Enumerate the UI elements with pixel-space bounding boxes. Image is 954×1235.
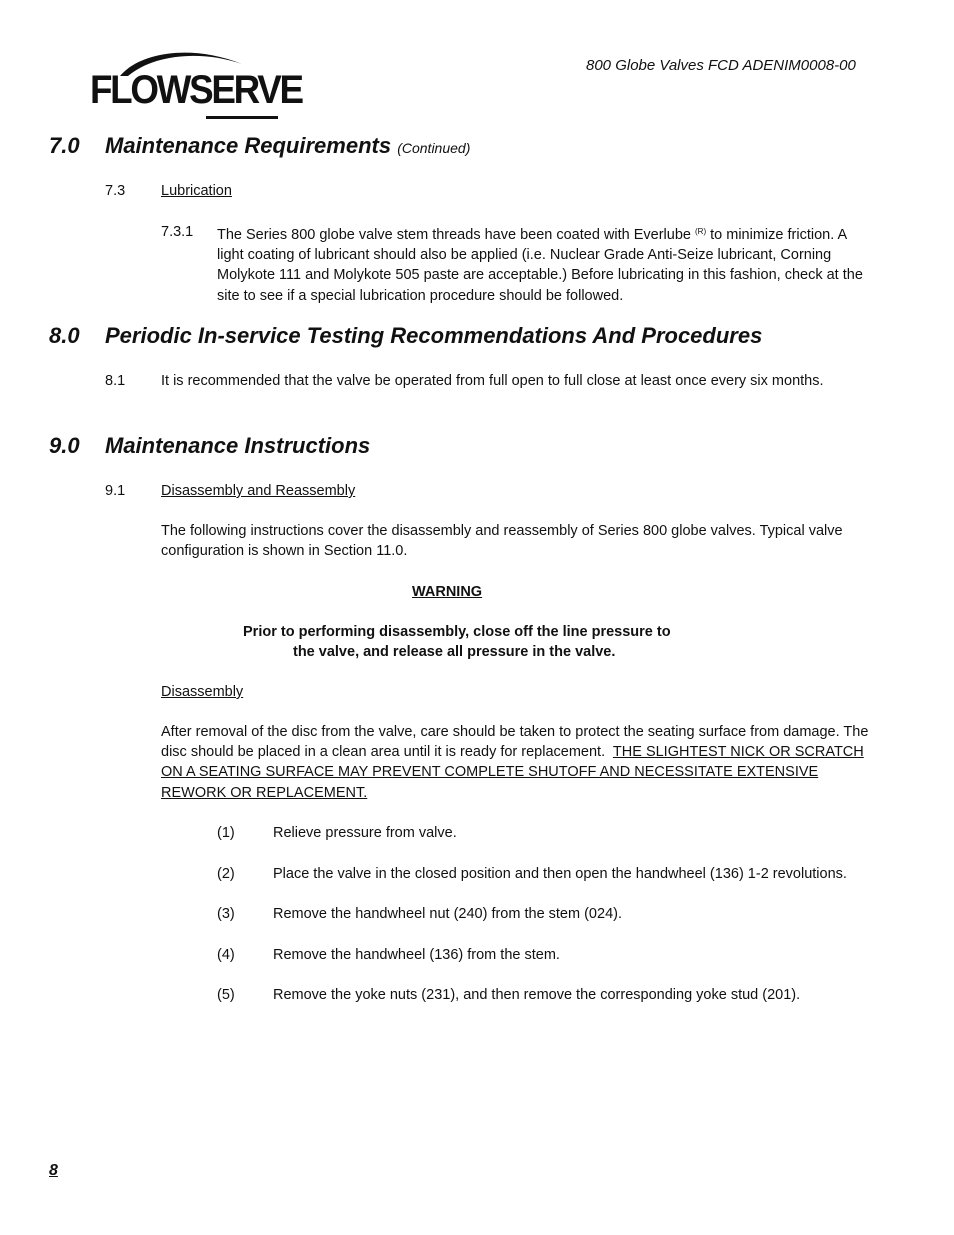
intro-paragraph: [161, 521, 843, 561]
lubrication-text: Molykote 111 and Molykote 505 paste are acceptable.) Before lubricating in this fashion, check at the: [217, 267, 863, 284]
disassembly-title: Disassembly: [161, 684, 244, 700]
flowserve-logo: [88, 48, 302, 126]
lubrication-text: to minimize friction. A: [706, 227, 848, 243]
step-number: (3): [217, 906, 235, 922]
lubrication-text: site to see if a special lubrication procedure should be followed.: [217, 287, 624, 304]
step-text: Place the valve in the closed position and then open the handwheel (136) 1-2 revolutions.: [273, 866, 847, 882]
logo-underline: [206, 116, 278, 119]
document-reference: 800 Globe Valves FCD ADENIM0008-00: [586, 57, 856, 74]
subsection-title-lubrication: Lubrication: [161, 183, 232, 199]
registered-mark: (R): [695, 227, 707, 236]
lubrication-text: The Series 800 globe valve stem threads have been coated with Everlube: [217, 227, 691, 243]
lubrication-paragraph: [217, 222, 863, 306]
section-subtitle: (Continued): [397, 140, 471, 156]
care-text: disc should be placed in a clean area until it is ready for replacement.: [161, 744, 613, 761]
section-number: 7.0: [49, 133, 80, 158]
page-number: 8: [49, 1162, 58, 1179]
subsection-title-disassembly-reassembly: Disassembly and Reassembly: [161, 483, 356, 499]
section-title: Maintenance Requirements: [105, 133, 392, 158]
lubrication-text: light coating of lubricant should also be applied (i.e. Nuclear Grade Anti-Seize lubricant, Corning: [217, 247, 832, 264]
warning-text: Prior to performing disassembly, close off the line pressure to: [243, 624, 671, 640]
intro-text: The following instructions cover the disassembly and reassembly of Series 800 globe valves. Typical valve: [161, 523, 843, 539]
subsection-number: 7.3.1: [161, 224, 194, 240]
section-number: 8.0: [49, 323, 80, 348]
care-paragraph: [161, 722, 868, 803]
intro-text: configuration is shown in Section 11.0.: [161, 543, 408, 560]
step-number: (4): [217, 947, 235, 963]
step-number: (2): [217, 866, 235, 882]
warning-text: the valve, and release all pressure in the valve.: [293, 644, 616, 660]
step-text: Remove the handwheel (136) from the stem.: [273, 947, 560, 963]
warning-title: WARNING: [412, 584, 483, 600]
care-text: After removal of the disc from the valve, care should be taken to protect the seating surface from damage. The: [161, 724, 869, 740]
step-number: (1): [217, 825, 235, 841]
step-text: Remove the yoke nuts (231), and then remove the corresponding yoke stud (201).: [273, 987, 801, 1003]
care-caution-text: REWORK OR REPLACEMENT.: [161, 784, 368, 801]
subsection-number: 9.1: [105, 483, 126, 499]
section-number: 9.0: [49, 433, 80, 458]
section-7-heading: [49, 133, 470, 159]
subsection-number: 8.1: [105, 373, 126, 389]
section-9-heading: [49, 433, 370, 459]
section-title: Maintenance Instructions: [105, 433, 371, 458]
subsection-number: 7.3: [105, 183, 126, 199]
logo-wordmark: FLOWSERVE: [90, 68, 302, 112]
care-caution-text: THE SLIGHTEST NICK OR SCRATCH: [612, 744, 864, 761]
testing-recommendation-text: It is recommended that the valve be operated from full open to full close at least once every six months.: [161, 373, 824, 389]
step-number: (5): [217, 987, 235, 1003]
step-text: Remove the handwheel nut (240) from the stem (024).: [273, 906, 622, 922]
step-text: Relieve pressure from valve.: [273, 825, 457, 841]
section-title: Periodic In-service Testing Recommendations And Procedures: [105, 323, 763, 348]
section-8-heading: [49, 323, 762, 349]
care-caution-text: ON A SEATING SURFACE MAY PREVENT COMPLETE SHUTOFF AND NECESSITATE EXTENSIVE: [161, 764, 819, 781]
